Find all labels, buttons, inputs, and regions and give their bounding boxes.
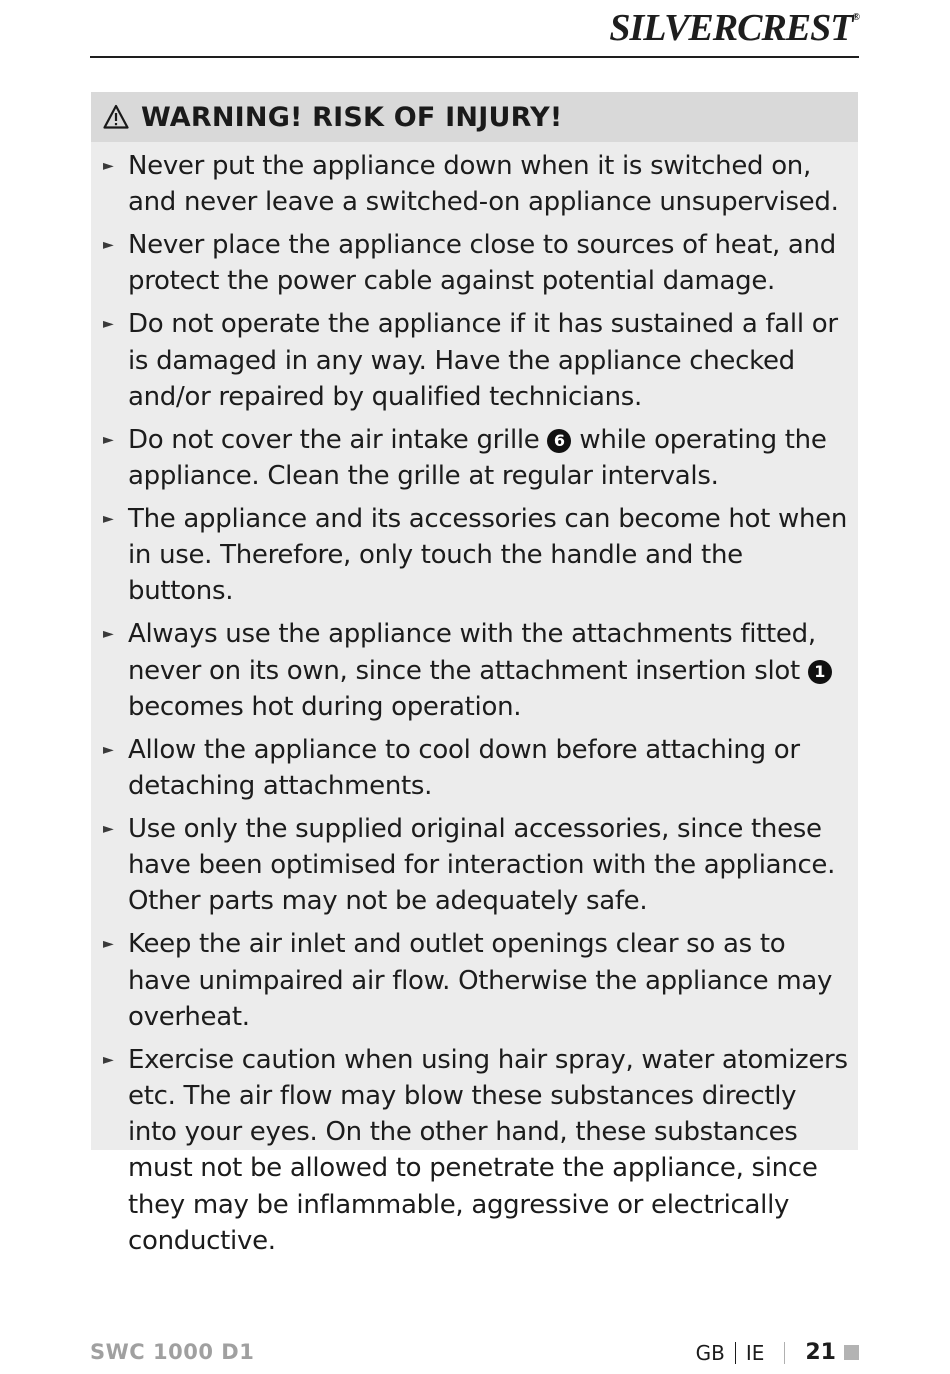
brand-registered-mark: ® bbox=[852, 12, 859, 23]
page-number: 21 bbox=[805, 1340, 836, 1365]
bullet-arrow-icon: ► bbox=[103, 936, 114, 953]
warning-item-text: Never place the appliance close to sources of heat, and protect the power cable against potential damage. bbox=[128, 230, 836, 297]
bullet-arrow-icon: ► bbox=[103, 237, 114, 254]
bullet-arrow-icon: ► bbox=[103, 316, 114, 333]
warning-item-text: Keep the air inlet and outlet openings clear so as to have unimpaired air flow. Otherwise the appliance may overheat. bbox=[128, 929, 833, 1032]
bullet-arrow-icon: ► bbox=[103, 431, 114, 448]
warning-item bbox=[91, 422, 858, 494]
page-footer bbox=[90, 1340, 859, 1374]
warning-item bbox=[91, 811, 858, 920]
warning-item bbox=[91, 732, 858, 804]
part-number-badge: 1 bbox=[808, 660, 832, 684]
bullet-arrow-icon: ► bbox=[103, 626, 114, 643]
warning-box bbox=[91, 92, 858, 1256]
footer-right bbox=[696, 1340, 859, 1365]
bullet-arrow-icon: ► bbox=[103, 741, 114, 758]
warning-title: WARNING! RISK OF INJURY! bbox=[141, 101, 563, 133]
bullet-arrow-icon: ► bbox=[103, 1051, 114, 1068]
warning-item-text: Exercise caution when using hair spray, water atomizers etc. The air flow may blow these substances directly into your eyes. On the other hand, these substances must not be allowed to penetrate the appliance, since they may be inflammable, aggressive or electrically conductive. bbox=[128, 1044, 848, 1256]
warning-item-text: Do not operate the appliance if it has sustained a fall or is damaged in any way. Have the appliance checked and/or repaired by qualified technicians. bbox=[128, 309, 838, 412]
warning-header bbox=[91, 92, 858, 142]
bullet-arrow-icon: ► bbox=[103, 511, 114, 528]
page-marker-square bbox=[844, 1345, 859, 1360]
brand-logo bbox=[609, 6, 859, 50]
warning-item bbox=[91, 926, 858, 1035]
brand-name: SILVERCREST bbox=[609, 7, 853, 49]
warning-item bbox=[91, 306, 858, 415]
warning-item bbox=[91, 1042, 858, 1259]
part-number-badge: 6 bbox=[547, 429, 571, 453]
page-header bbox=[90, 0, 859, 60]
bullet-arrow-icon: ► bbox=[103, 158, 114, 174]
warning-item bbox=[91, 148, 858, 220]
warning-item-text: Do not cover the air intake grille bbox=[128, 424, 548, 455]
warning-list bbox=[91, 142, 858, 1259]
bullet-arrow-icon: ► bbox=[103, 821, 114, 838]
warning-item bbox=[91, 501, 858, 610]
model-number: SWC 1000 D1 bbox=[90, 1340, 255, 1364]
warning-item-text: Always use the appliance with the attachments fitted, never on its own, since the attachment insertion slot bbox=[128, 619, 816, 686]
warning-item-text: Allow the appliance to cool down before attaching or detaching attachments. bbox=[128, 734, 800, 802]
warning-item-text: Use only the supplied original accessories, since these have been optimised for interaction with the appliance. Other parts may not be adequately safe. bbox=[128, 814, 836, 917]
warning-triangle-icon bbox=[103, 104, 129, 130]
warning-item-text: Never put the appliance down when it is switched on, and never leave a switched-on appliance unsupervised. bbox=[128, 151, 839, 218]
warning-item bbox=[91, 616, 858, 725]
language-code-ie: IE bbox=[745, 1340, 765, 1365]
warning-item-text: The appliance and its accessories can become hot when in use. Therefore, only touch the handle and the buttons. bbox=[128, 504, 848, 607]
divider bbox=[784, 1342, 785, 1364]
warning-item-text: becomes hot during operation. bbox=[128, 691, 522, 722]
language-code-gb: GB bbox=[695, 1340, 725, 1365]
warning-item bbox=[91, 227, 858, 299]
divider bbox=[735, 1342, 736, 1364]
warning-item-text: while operating the appliance. Clean the grille at regular intervals. bbox=[128, 424, 827, 492]
header-rule bbox=[90, 56, 859, 58]
